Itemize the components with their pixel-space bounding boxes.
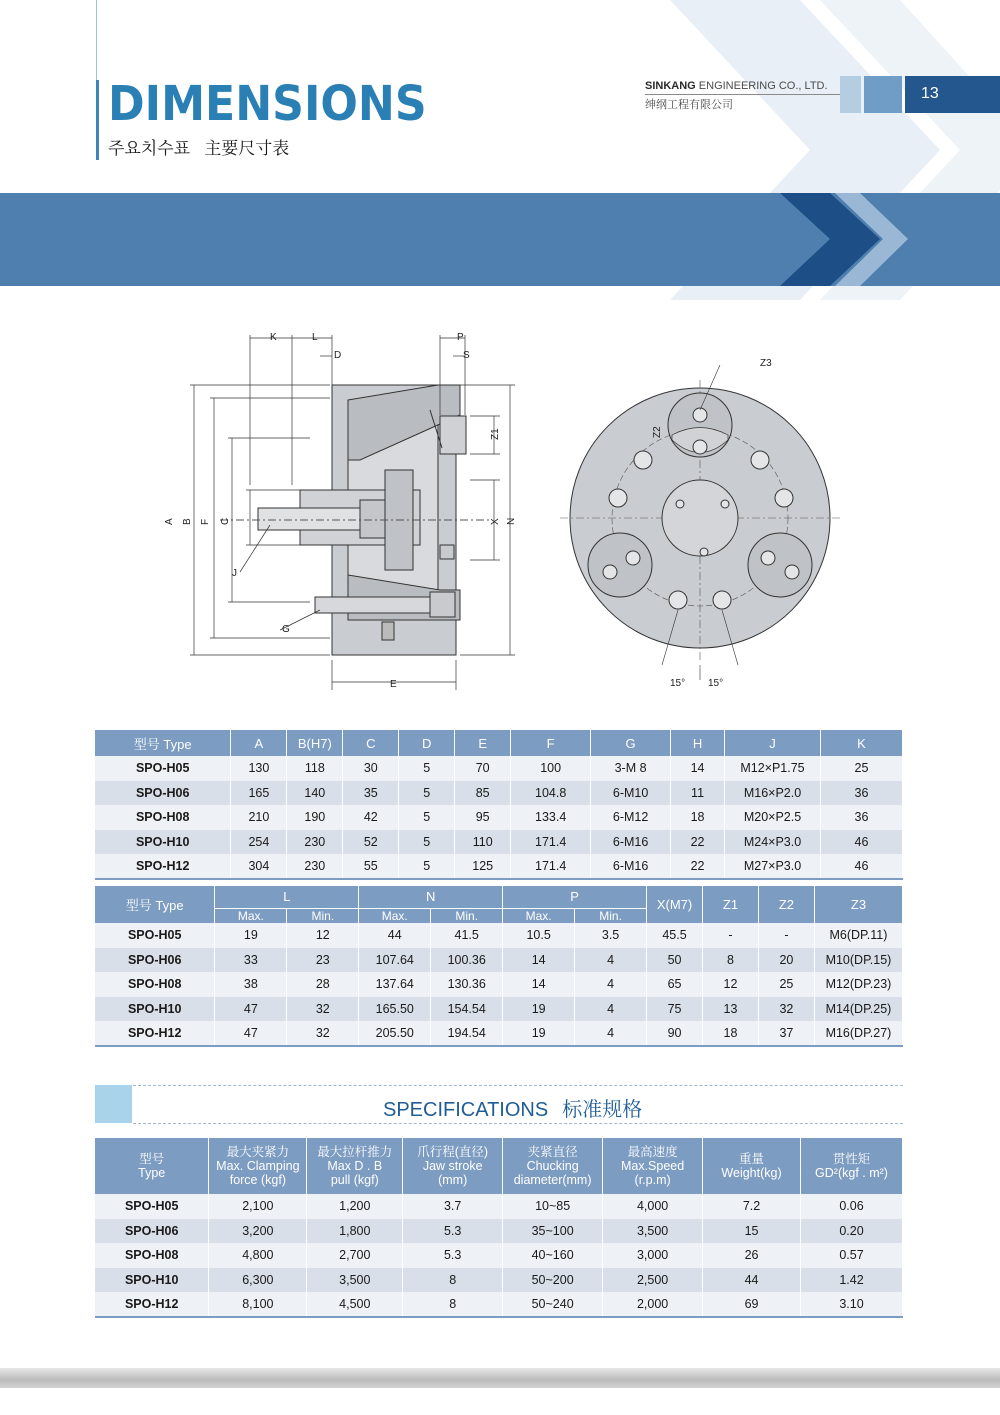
table-cell: 41.5 (431, 923, 503, 948)
table-cell: 35 (343, 781, 399, 806)
table-cell: 165 (231, 781, 287, 806)
spec-header-type (95, 1138, 209, 1194)
table1-header-a: A (231, 730, 287, 756)
table-cell: 5 (399, 854, 455, 879)
spec-header-line: force (kgf) (229, 1173, 286, 1187)
table-cell: 69 (703, 1292, 801, 1317)
spec-header-line: Max.Speed (620, 1159, 685, 1173)
spec-header-line: 重量 (739, 1152, 765, 1166)
table-cell: 1,800 (307, 1219, 403, 1244)
table-cell: 32 (758, 997, 814, 1022)
table-cell: 36 (820, 781, 902, 806)
table2-header-z3: Z3 (814, 886, 902, 923)
table-cell: 210 (231, 805, 287, 830)
table2-subheader: Max. (503, 908, 575, 923)
table-cell: M20×P2.5 (725, 805, 821, 830)
table-cell: SPO-H05 (95, 923, 215, 948)
spec-header-line: Weight(kg) (721, 1166, 782, 1180)
table1-header-d: D (399, 730, 455, 756)
table-cell: 304 (231, 854, 287, 879)
table-cell: 1.42 (801, 1268, 903, 1293)
spec-header-line: GD²(kgf . m²) (815, 1166, 888, 1180)
table2-header-p: P (503, 886, 647, 908)
table-cell: 15 (703, 1219, 801, 1244)
table-cell: 30 (343, 756, 399, 781)
company-name-bold: SINKANG (645, 80, 696, 92)
table-cell: 230 (287, 830, 343, 855)
spec-header-line: 最大拉杆推力 (317, 1145, 393, 1159)
label-X: X (490, 518, 501, 525)
table-cell: 6-M16 (591, 854, 671, 879)
table-cell: 133.4 (511, 805, 591, 830)
label-G: G (282, 624, 290, 635)
table-row (95, 923, 903, 948)
table-cell: 18 (671, 805, 725, 830)
table-row (95, 1219, 903, 1244)
table-cell: 46 (820, 830, 902, 855)
table-cell: 75 (647, 997, 703, 1022)
table-cell: 22 (671, 830, 725, 855)
table-cell: 42 (343, 805, 399, 830)
side-view (220, 385, 490, 655)
table-cell: 190 (287, 805, 343, 830)
table-row (95, 805, 903, 830)
table-cell: 47 (215, 1021, 287, 1046)
table-cell: - (758, 923, 814, 948)
table-cell: 19 (215, 923, 287, 948)
table-cell: 1,200 (307, 1194, 403, 1219)
table-cell: 171.4 (511, 854, 591, 879)
table-row (95, 948, 903, 973)
label-Z3: Z3 (760, 358, 772, 369)
page-subtitle (108, 134, 289, 159)
spec-header-line: 贯性矩 (832, 1152, 871, 1166)
table1-header-g: G (591, 730, 671, 756)
spec-header-clamping (209, 1138, 307, 1194)
table1-header-c: C (343, 730, 399, 756)
table-cell: 8 (403, 1268, 503, 1293)
spec-title-en: SPECIFICATIONS (383, 1099, 549, 1121)
table-cell: 50~240 (503, 1292, 603, 1317)
spec-title-cn: 标准规格 (562, 1099, 643, 1121)
table-cell: 0.06 (801, 1194, 903, 1219)
chuck-technical-drawing (160, 320, 860, 695)
label-Z1: Z1 (490, 428, 501, 440)
table-cell: SPO-H06 (95, 781, 231, 806)
table1-header-row (95, 730, 903, 756)
label-Z2: Z2 (652, 426, 663, 438)
label-J: J (232, 568, 237, 579)
table-cell: 5.3 (403, 1219, 503, 1244)
table-cell: 70 (455, 756, 511, 781)
table-cell: 8,100 (209, 1292, 307, 1317)
table-cell: 90 (647, 1021, 703, 1046)
table1-header-h: H (671, 730, 725, 756)
spec-header-line: Jaw stroke (422, 1159, 483, 1173)
spec-header-line: Type (138, 1166, 166, 1180)
table-cell: 107.64 (359, 948, 431, 973)
page-tab-light (840, 76, 861, 113)
table-cell: SPO-H10 (95, 997, 215, 1022)
spec-header-line: Max D . B (327, 1159, 383, 1173)
label-P: P (457, 332, 464, 343)
table-cell: 137.64 (359, 972, 431, 997)
table1-header-f: F (511, 730, 591, 756)
table-cell: 4 (575, 972, 647, 997)
table-cell: 100.36 (431, 948, 503, 973)
table-cell: 55 (343, 854, 399, 879)
spec-accent-square (95, 1085, 132, 1123)
table-cell: SPO-H06 (95, 1219, 209, 1244)
table-row (95, 1194, 903, 1219)
table-cell: 5 (399, 830, 455, 855)
table2-subheader: Min. (287, 908, 359, 923)
table-cell: 0.57 (801, 1243, 903, 1268)
page-number: 13 (905, 76, 1000, 113)
table-cell: 4 (575, 948, 647, 973)
table-cell: 4,500 (307, 1292, 403, 1317)
table-cell: SPO-H08 (95, 805, 231, 830)
table-cell: SPO-H08 (95, 972, 215, 997)
table-cell: 25 (820, 756, 902, 781)
band-chevron-icon (760, 193, 920, 286)
table-row (95, 1021, 903, 1046)
table2-header-x: X(M7) (647, 886, 703, 923)
spec-divider-bottom (133, 1123, 903, 1124)
table2-header-l: L (215, 886, 359, 908)
table-row (95, 972, 903, 997)
table-row (95, 997, 903, 1022)
table-row (95, 781, 903, 806)
table-cell: 5 (399, 805, 455, 830)
table1-header-b: B(H7) (287, 730, 343, 756)
table-cell: 3,500 (307, 1268, 403, 1293)
table-cell: SPO-H06 (95, 948, 215, 973)
spec-header-line: 型号 (139, 1152, 165, 1166)
table-cell: 35~100 (503, 1219, 603, 1244)
table-cell: 85 (455, 781, 511, 806)
label-C: C (220, 517, 231, 525)
table1-header-j: J (725, 730, 821, 756)
table-row (95, 1292, 903, 1317)
table-cell: 52 (343, 830, 399, 855)
spec-header-line: diameter(mm) (513, 1173, 592, 1187)
spec-header-weight (703, 1138, 801, 1194)
label-N: N (506, 517, 517, 525)
table-cell: M12(DP.23) (814, 972, 902, 997)
table-cell: SPO-H08 (95, 1243, 209, 1268)
table-cell: 44 (359, 923, 431, 948)
table-row (95, 1243, 903, 1268)
table-cell: 7.2 (703, 1194, 801, 1219)
label-F: F (200, 518, 211, 525)
dimensions-table-2 (95, 886, 903, 1047)
table2-header-type: 型号 Type (95, 886, 215, 923)
table-cell: 44 (703, 1268, 801, 1293)
table-cell: 12 (287, 923, 359, 948)
table-cell: 254 (231, 830, 287, 855)
table-cell: 2,500 (603, 1268, 703, 1293)
table-cell: 37 (758, 1021, 814, 1046)
spec-header-speed (603, 1138, 703, 1194)
spec-header-line: Chucking (526, 1159, 579, 1173)
table-cell: 6-M16 (591, 830, 671, 855)
label-E: E (390, 679, 397, 690)
table-cell: 50~200 (503, 1268, 603, 1293)
table-cell: 3,200 (209, 1219, 307, 1244)
table-cell: 2,100 (209, 1194, 307, 1219)
table-cell: - (703, 923, 759, 948)
table-cell: 3.10 (801, 1292, 903, 1317)
table-cell: SPO-H05 (95, 1194, 209, 1219)
table2-header-row (95, 886, 903, 908)
subtitle-korean: 주요치수표 (108, 139, 191, 158)
table2-subheader: Max. (215, 908, 287, 923)
table-cell: 50 (647, 948, 703, 973)
table-cell: 154.54 (431, 997, 503, 1022)
label-D: D (334, 350, 342, 361)
table-row (95, 1268, 903, 1293)
table-cell: 4,800 (209, 1243, 307, 1268)
table-cell: 130 (231, 756, 287, 781)
table-cell: 25 (758, 972, 814, 997)
table-cell: 46 (820, 854, 902, 879)
table-cell: M6(DP.11) (814, 923, 902, 948)
table-cell: 10.5 (503, 923, 575, 948)
table-cell: 2,000 (603, 1292, 703, 1317)
table-cell: 33 (215, 948, 287, 973)
title-accent-bar (96, 80, 99, 160)
table-cell: 8 (403, 1292, 503, 1317)
table-cell: 4,000 (603, 1194, 703, 1219)
table-cell: 65 (647, 972, 703, 997)
table-cell: 110 (455, 830, 511, 855)
table2-subheader: Max. (359, 908, 431, 923)
table-cell: 40~160 (503, 1243, 603, 1268)
table-cell: 28 (287, 972, 359, 997)
table-cell: SPO-H12 (95, 854, 231, 879)
front-view (560, 365, 840, 680)
specifications-title (383, 1093, 642, 1122)
table-cell: 5.3 (403, 1243, 503, 1268)
table2-header-z1: Z1 (703, 886, 759, 923)
table-cell: 171.4 (511, 830, 591, 855)
table-cell: 100 (511, 756, 591, 781)
table-cell: 6-M12 (591, 805, 671, 830)
spec-header-line: 夹紧直径 (527, 1145, 578, 1159)
spec-header-inertia (801, 1138, 903, 1194)
table-cell: 4 (575, 1021, 647, 1046)
company-divider (645, 94, 840, 95)
table-row (95, 830, 903, 855)
specifications-table (95, 1138, 903, 1318)
table-cell: 140 (287, 781, 343, 806)
table-cell: M16×P2.0 (725, 781, 821, 806)
table-cell: 3,500 (603, 1219, 703, 1244)
spec-header-line: (r.p.m) (634, 1173, 671, 1187)
table-cell: 11 (671, 781, 725, 806)
label-S: S (463, 350, 470, 361)
table-cell: 130.36 (431, 972, 503, 997)
table-cell: 12 (703, 972, 759, 997)
table-cell: 8 (703, 948, 759, 973)
table-cell: 165.50 (359, 997, 431, 1022)
table-cell: 118 (287, 756, 343, 781)
table-cell: 125 (455, 854, 511, 879)
page-tab-mid (864, 76, 902, 113)
table-cell: SPO-H12 (95, 1292, 209, 1317)
table-row (95, 756, 903, 781)
table-cell: 95 (455, 805, 511, 830)
table1-header-e: E (455, 730, 511, 756)
table-row (95, 854, 903, 879)
table-cell: 205.50 (359, 1021, 431, 1046)
table-cell: 32 (287, 997, 359, 1022)
title-accent-line (96, 0, 97, 80)
table-cell: 23 (287, 948, 359, 973)
table1-header-type: 型号 Type (95, 730, 231, 756)
table-cell: M27×P3.0 (725, 854, 821, 879)
table-cell: SPO-H10 (95, 830, 231, 855)
table-cell: M24×P3.0 (725, 830, 821, 855)
spec-divider-top (133, 1085, 903, 1086)
label-angle-right: 15° (708, 678, 724, 689)
label-A: A (164, 518, 175, 525)
table-cell: 5 (399, 756, 455, 781)
spec-header-stroke (403, 1138, 503, 1194)
table-cell: 6-M10 (591, 781, 671, 806)
table-cell: 230 (287, 854, 343, 879)
company-name-en (645, 80, 828, 92)
table-cell: 3,000 (603, 1243, 703, 1268)
page-title: DIMENSIONS (108, 76, 427, 132)
table-cell: 3-M 8 (591, 756, 671, 781)
spec-header-line: Max. Clamping (216, 1159, 300, 1173)
spec-header-line: 最高速度 (627, 1145, 678, 1159)
table1-header-k: K (820, 730, 902, 756)
spec-header-line: 最大夹紧力 (226, 1145, 290, 1159)
table-cell: 14 (671, 756, 725, 781)
subtitle-chinese: 主要尺寸表 (204, 139, 290, 158)
label-angle-left: 15° (670, 678, 686, 689)
spec-header-line: pull (kgf) (330, 1173, 379, 1187)
spec-header-chucking (503, 1138, 603, 1194)
table-cell: 10~85 (503, 1194, 603, 1219)
table-cell: 3.7 (403, 1194, 503, 1219)
spec-header-line: 爪行程(直径) (417, 1145, 489, 1159)
label-K: K (270, 332, 277, 343)
table-cell: 38 (215, 972, 287, 997)
table2-subheader: Min. (575, 908, 647, 923)
company-name-cn: 绅纲工程有限公司 (645, 98, 733, 111)
table-cell: 19 (503, 997, 575, 1022)
table-cell: 14 (503, 972, 575, 997)
table-cell: SPO-H12 (95, 1021, 215, 1046)
table-cell: 47 (215, 997, 287, 1022)
footer-bar (0, 1368, 1000, 1388)
table-cell: 0.20 (801, 1219, 903, 1244)
table-cell: M10(DP.15) (814, 948, 902, 973)
table-cell: 2,700 (307, 1243, 403, 1268)
table-cell: M12×P1.75 (725, 756, 821, 781)
spec-header-pull (307, 1138, 403, 1194)
table-cell: 36 (820, 805, 902, 830)
table-cell: 18 (703, 1021, 759, 1046)
table-cell: 4 (575, 997, 647, 1022)
table-cell: 26 (703, 1243, 801, 1268)
table-cell: 3.5 (575, 923, 647, 948)
table-cell: 6,300 (209, 1268, 307, 1293)
table-cell: 104.8 (511, 781, 591, 806)
company-name-rest: ENGINEERING CO., LTD. (695, 80, 828, 92)
table-cell: 194.54 (431, 1021, 503, 1046)
table-cell: M14(DP.25) (814, 997, 902, 1022)
table-cell: SPO-H10 (95, 1268, 209, 1293)
label-L: L (312, 332, 318, 343)
table-cell: M16(DP.27) (814, 1021, 902, 1046)
table-cell: 32 (287, 1021, 359, 1046)
spec-header-line: (mm) (438, 1173, 468, 1187)
table-cell: 19 (503, 1021, 575, 1046)
table-cell: 45.5 (647, 923, 703, 948)
table2-subheader: Min. (431, 908, 503, 923)
table-cell: 14 (503, 948, 575, 973)
table2-header-n: N (359, 886, 503, 908)
label-B: B (182, 518, 193, 525)
table2-header-z2: Z2 (758, 886, 814, 923)
table-cell: 20 (758, 948, 814, 973)
table-cell: 5 (399, 781, 455, 806)
table-cell: SPO-H05 (95, 756, 231, 781)
dimensions-table-1 (95, 730, 903, 880)
table-cell: 22 (671, 854, 725, 879)
spec-header-row (95, 1138, 903, 1194)
table-cell: 13 (703, 997, 759, 1022)
